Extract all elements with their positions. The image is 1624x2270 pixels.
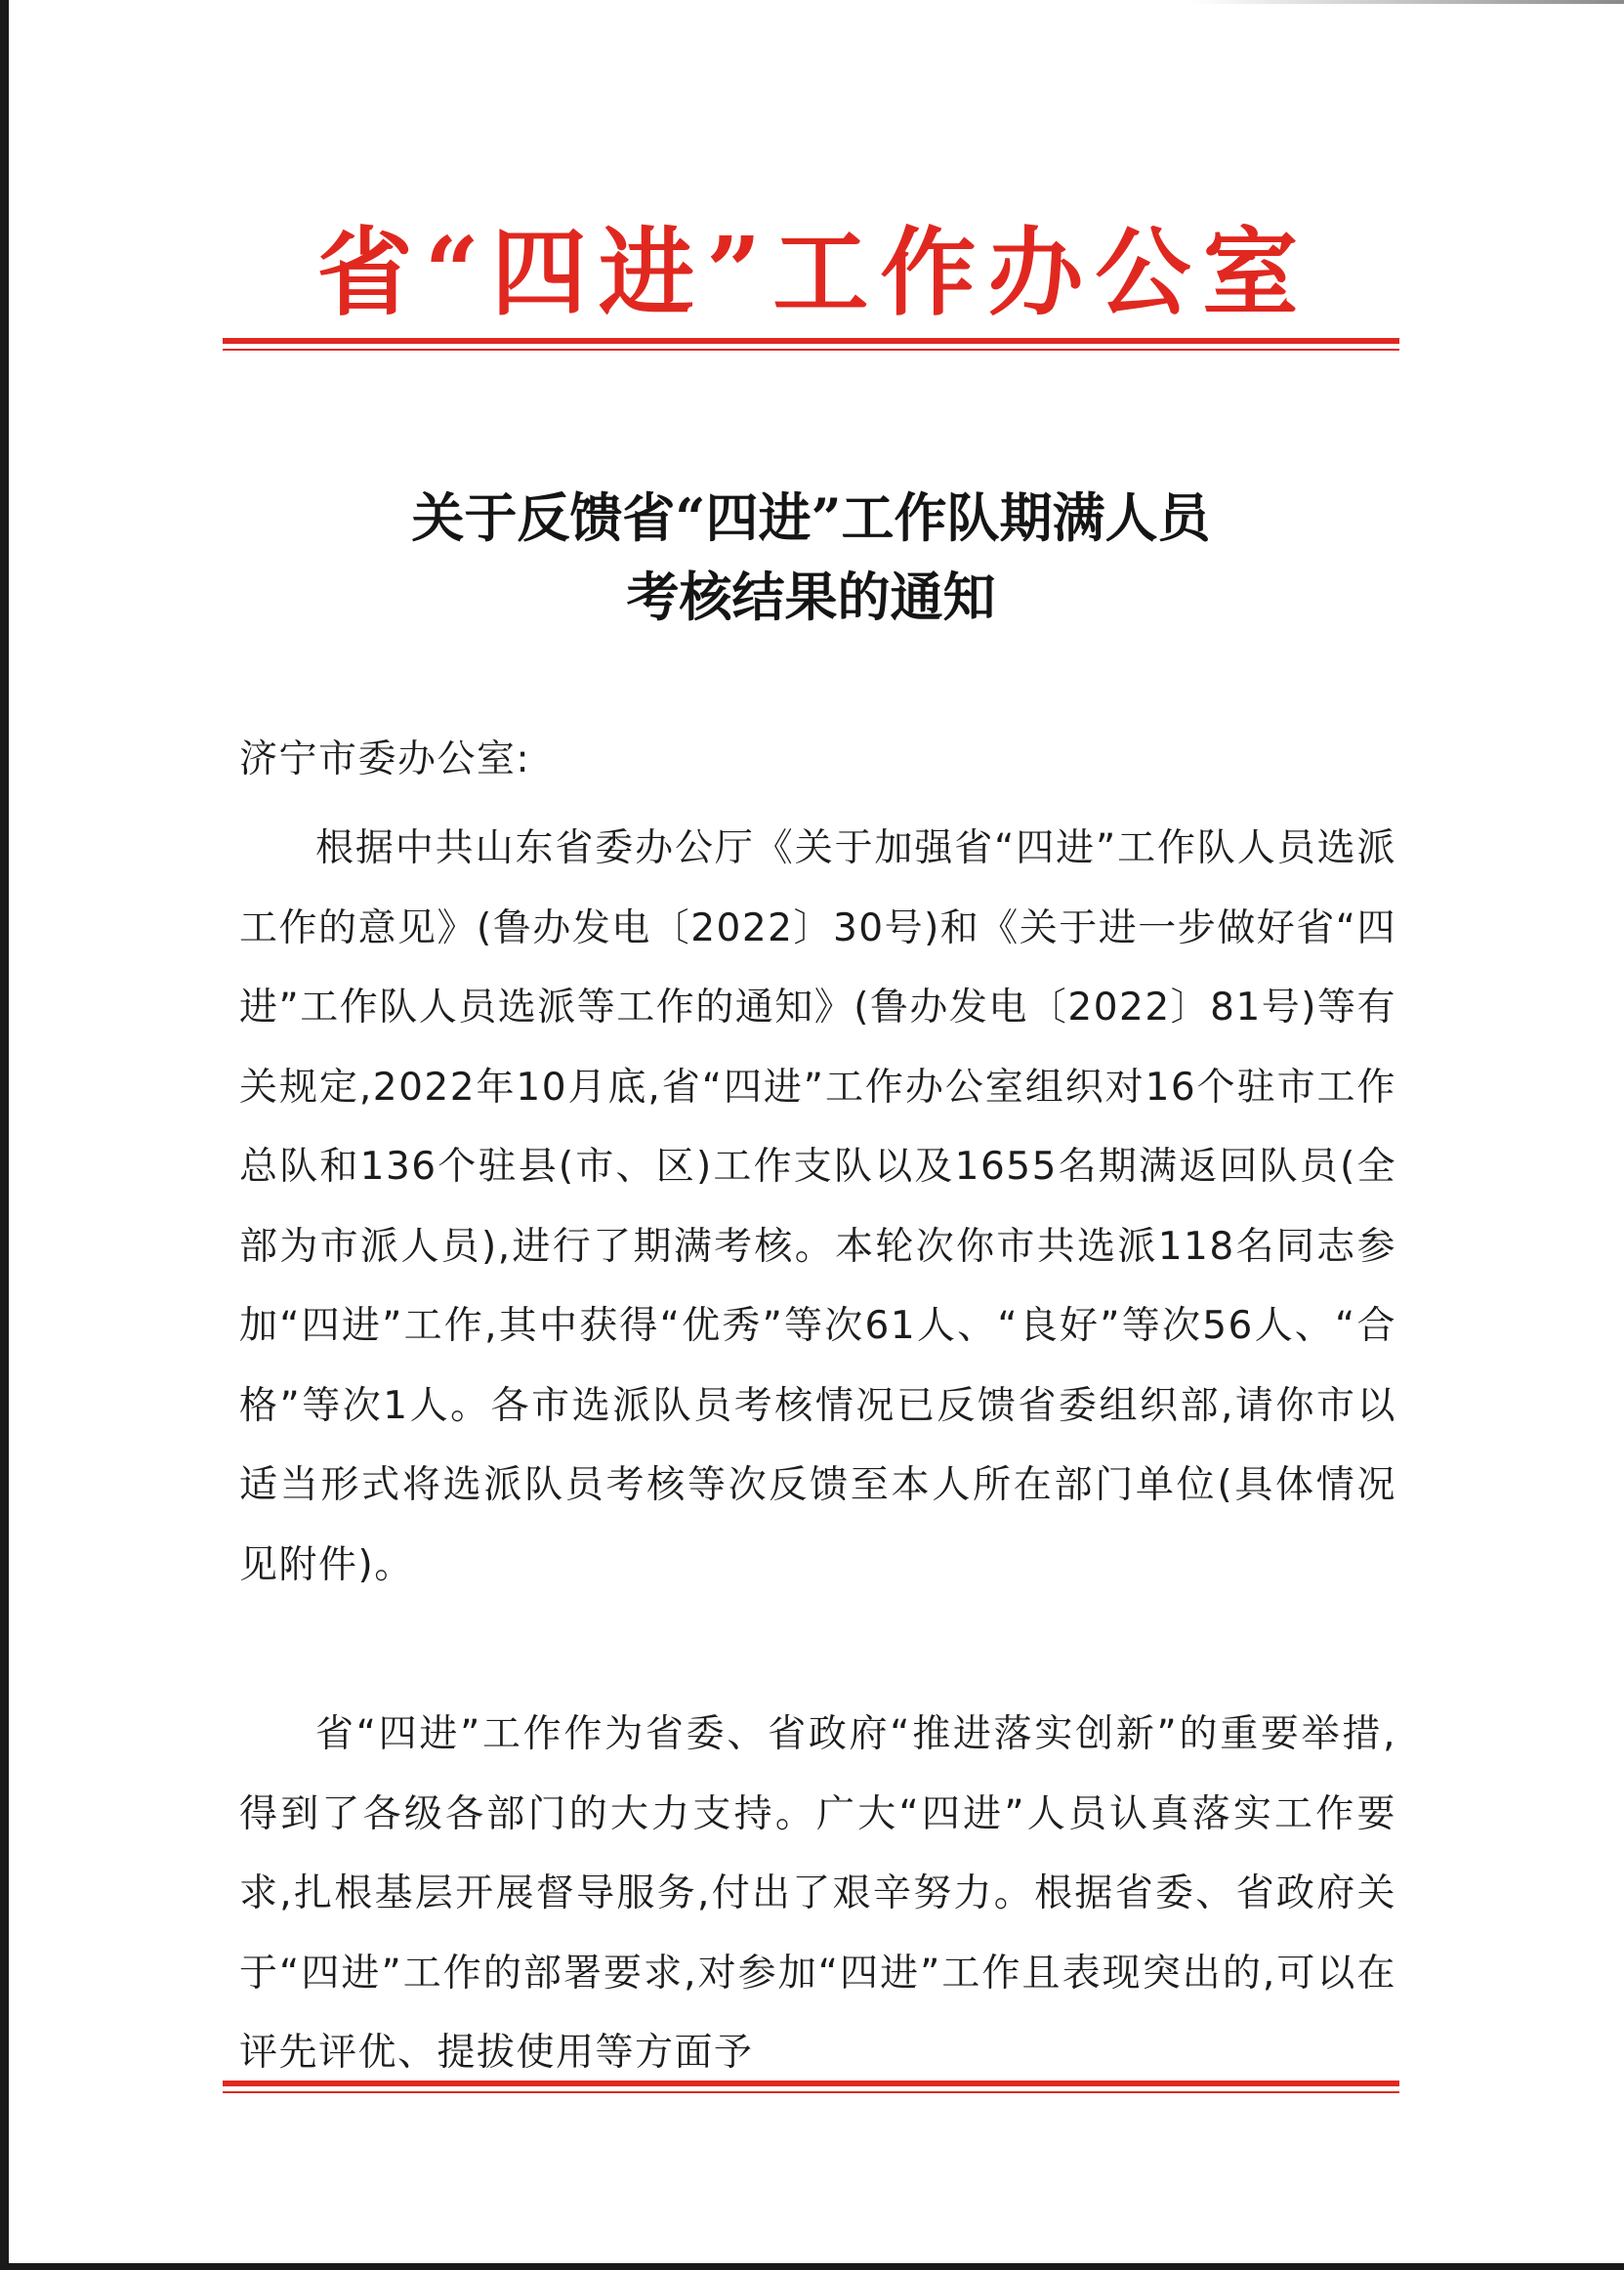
body-paragraph-1: 根据中共山东省委办公厅《关于加强省“四进”工作队人员选派工作的意见》(鲁办发电〔2022〕30号)和《关于进一步做好省“四进”工作队人员选派等工作的通知》(鲁办发电〔2022〕81号)等有关规定,2022年10月底,省“四进”工作办公室组织对16个驻市工作总队和136个驻县(市、区)工作支队以及1655名期满返回队员(全部为市派人员),进行了期满考核。本轮次你市共选派118名同志参加“四进”工作,其中获得“优秀”等次61人、“良好”等次56人、“合格”等次1人。各市选派队员考核情况已反馈省委组织部,请你市以适当形式将选派队员考核等次反馈至本人所在部门单位(具体情况见附件)。 bbox=[239, 826, 1397, 1587]
scan-edge-left bbox=[0, 0, 9, 2270]
salutation: 济宁市委办公室: bbox=[239, 737, 531, 781]
scan-edge-top bbox=[1191, 0, 1624, 4]
scan-edge-bottom bbox=[0, 2263, 1624, 2270]
body-paragraph-2: 省“四进”工作作为省委、省政府“推进落实创新”的重要举措,得到了各级各部门的大力支持。广大“四进”人员认真落实工作要求,扎根基层开展督导服务,付出了艰辛努力。根据省委、省政府关于“四进”工作的部署要求,对参加“四进”工作且表现突出的,可以在评先评优、提拔使用等方面予 bbox=[239, 1712, 1396, 2075]
header-red-rule-thin bbox=[223, 349, 1399, 351]
notice-title-line-1: 关于反馈省“四进”工作队期满人员 bbox=[411, 486, 1211, 549]
footer-red-rule-thick bbox=[223, 2081, 1399, 2086]
agency-header: 省“四进”工作办公室 bbox=[316, 217, 1311, 329]
header-red-rule-thick bbox=[223, 338, 1399, 344]
footer-red-rule-thin bbox=[223, 2091, 1399, 2093]
notice-title-line-2: 考核结果的通知 bbox=[626, 566, 996, 628]
